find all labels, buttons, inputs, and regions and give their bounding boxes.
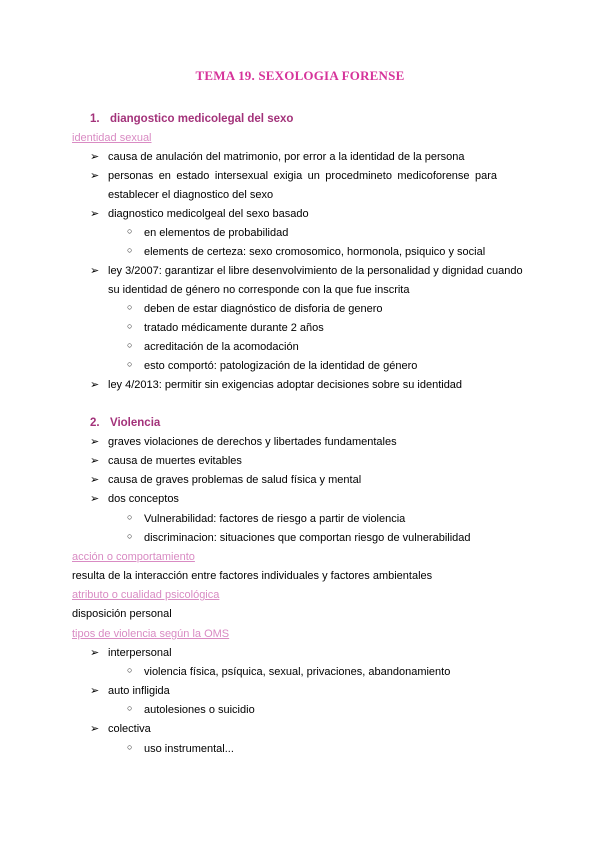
list-item: graves violaciones de derechos y libertades fundamentales xyxy=(108,436,397,448)
list-item: causa de muertes evitables xyxy=(108,455,242,467)
subheading-tipos-violencia: tipos de violencia según la OMS xyxy=(72,628,230,640)
circle-bullet-icon: ○ xyxy=(127,512,133,522)
subheading-identidad-sexual: identidad sexual xyxy=(72,132,152,144)
section-number: 1. xyxy=(90,113,100,125)
subheading-accion: acción o comportamiento xyxy=(72,551,195,563)
page-title: TEMA 19. SEXOLOGIA FORENSE xyxy=(195,68,405,83)
section-title: diangostico medicolegal del sexo xyxy=(110,113,294,125)
list-item: causa de graves problemas de salud física y mental xyxy=(108,474,362,486)
arrow-bullet-icon: ➢ xyxy=(90,436,100,448)
arrow-bullet-icon: ➢ xyxy=(90,647,100,659)
subheading-atributo: atributo o cualidad psicológica xyxy=(72,589,220,601)
sub-list-item: acreditación de la acomodación xyxy=(144,341,299,353)
arrow-bullet-icon: ➢ xyxy=(90,723,100,735)
arrow-bullet-icon: ➢ xyxy=(90,685,100,697)
arrow-bullet-icon: ➢ xyxy=(90,151,100,163)
sub-list-item: uso instrumental... xyxy=(144,743,234,755)
arrow-bullet-icon: ➢ xyxy=(90,379,100,391)
sub-list-item: deben de estar diagnóstico de disforia de genero xyxy=(144,303,383,315)
circle-bullet-icon: ○ xyxy=(127,531,133,541)
circle-bullet-icon: ○ xyxy=(127,703,133,713)
sub-list-item: elements de certeza: sexo cromosomico, hormonola, psiquico y social xyxy=(144,246,486,258)
arrow-bullet-icon: ➢ xyxy=(90,455,100,467)
paragraph: resulta de la interacción entre factores individuales y factores ambientales xyxy=(72,570,433,582)
circle-bullet-icon: ○ xyxy=(127,321,133,331)
circle-bullet-icon: ○ xyxy=(127,340,133,350)
sub-list-item: discriminacion: situaciones que comportan riesgo de vulnerabilidad xyxy=(144,532,471,544)
arrow-bullet-icon: ➢ xyxy=(90,493,100,505)
sub-list-item: Vulnerabilidad: factores de riesgo a partir de violencia xyxy=(144,513,406,525)
list-item: interpersonal xyxy=(108,647,172,659)
list-item: colectiva xyxy=(108,723,151,735)
arrow-bullet-icon: ➢ xyxy=(90,474,100,486)
list-item: diagnostico medicolgeal del sexo basado xyxy=(108,208,309,220)
list-item-continuation: su identidad de género no corresponde con la que fue inscrita xyxy=(108,284,410,296)
paragraph: disposición personal xyxy=(72,608,172,620)
sub-list-item: esto comportó: patologización de la identidad de género xyxy=(144,360,418,372)
arrow-bullet-icon: ➢ xyxy=(90,208,100,220)
sub-list-item: autolesiones o suicidio xyxy=(144,704,255,716)
list-item-continuation: establecer el diagnostico del sexo xyxy=(108,189,274,201)
list-item: ley 4/2013: permitir sin exigencias adoptar decisiones sobre su identidad xyxy=(108,379,463,391)
sub-list-item: violencia física, psíquica, sexual, privaciones, abandonamiento xyxy=(144,666,451,678)
list-item: auto infligida xyxy=(108,685,170,697)
list-item: dos conceptos xyxy=(108,493,179,505)
circle-bullet-icon: ○ xyxy=(127,665,133,675)
circle-bullet-icon: ○ xyxy=(127,742,133,752)
arrow-bullet-icon: ➢ xyxy=(90,170,100,182)
circle-bullet-icon: ○ xyxy=(127,245,133,255)
section-heading-2 xyxy=(90,416,160,430)
list-item: personas en estado intersexual exigia un procedmineto medicoforense para xyxy=(108,170,497,182)
list-item: ley 3/2007: garantizar el libre desenvolvimiento de la personalidad y dignidad cuando xyxy=(108,265,523,277)
sub-list-item: en elementos de probabilidad xyxy=(144,227,289,239)
section-number: 2. xyxy=(90,417,100,429)
sub-list-item: tratado médicamente durante 2 años xyxy=(144,322,324,334)
circle-bullet-icon: ○ xyxy=(127,359,133,369)
circle-bullet-icon: ○ xyxy=(127,226,133,236)
arrow-bullet-icon: ➢ xyxy=(90,265,100,277)
section-title: Violencia xyxy=(110,417,161,429)
section-heading-1 xyxy=(90,112,293,126)
list-item: causa de anulación del matrimonio, por error a la identidad de la persona xyxy=(108,151,465,163)
circle-bullet-icon: ○ xyxy=(127,302,133,312)
